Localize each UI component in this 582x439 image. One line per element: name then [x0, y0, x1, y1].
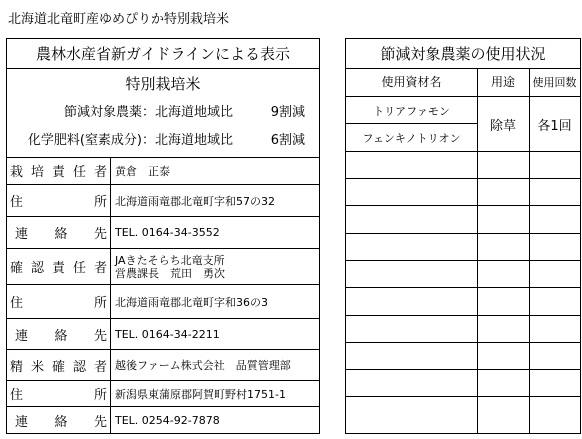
material-header: 使用資材名: [381, 75, 442, 89]
grower-contact-row: [7, 217, 319, 249]
row-label: 住 所: [7, 285, 111, 318]
material-name: トリアファモン: [373, 105, 450, 118]
product-category: 特別栽培米: [125, 75, 201, 93]
row-label: 連 絡 先: [7, 319, 111, 349]
miller-contact-row: [7, 407, 319, 433]
row-label: 住 所: [7, 185, 111, 216]
ratio-value: 6割減: [270, 133, 305, 148]
fertilizer-ratio-row: [7, 127, 319, 158]
row-label: 栽 培 責 任 者: [7, 157, 111, 184]
purpose-header: 用途: [490, 75, 515, 89]
ratio-label: 節減対象農薬：北海道地域比: [63, 105, 233, 120]
row-value: 黄倉 正泰: [115, 164, 170, 178]
row-divider: [346, 369, 580, 370]
row-value: 新潟県東蒲原郡阿賀町野村1751-1: [115, 387, 286, 401]
grower-address-row: [7, 185, 319, 217]
row-value: TEL. 0164-34-2211: [115, 327, 220, 341]
row-divider: [346, 151, 580, 152]
row-divider: [346, 123, 477, 124]
row-value: JAきたそらち北竜支所 営農課長 荒田 勇次: [115, 253, 225, 280]
pesticide-usage-table: [345, 38, 581, 434]
ratio-label: 化学肥料(窒素成分)：北海道地域比: [27, 133, 233, 148]
verifier-row: [7, 249, 319, 285]
count-header: 使用回数: [532, 76, 577, 89]
row-divider: [346, 260, 580, 261]
count-value: 各1回: [537, 119, 572, 134]
row-divider: [346, 96, 580, 97]
grower-row: [7, 157, 319, 185]
row-value: TEL. 0254-92-7878: [115, 413, 220, 427]
row-value: TEL. 0164-34-3552: [115, 226, 220, 239]
pesticide-ratio-row: [7, 99, 319, 127]
row-value: 北海道雨竜郡北竜町字和57の32: [115, 194, 275, 208]
row-divider: [346, 233, 580, 234]
row-divider: [346, 396, 580, 397]
row-divider: [346, 178, 580, 179]
miller-row: [7, 350, 319, 381]
purpose-value: 除草: [489, 119, 516, 134]
row-label: 住 所: [7, 381, 111, 406]
material-name: フェンキノトリオン: [362, 132, 461, 145]
row-label: 連 絡 先: [7, 407, 111, 433]
row-divider: [346, 315, 580, 316]
row-divider: [346, 287, 580, 288]
labeling-table: [6, 38, 320, 434]
row-divider: [346, 342, 580, 343]
row-divider: [346, 205, 580, 206]
miller-address-row: [7, 381, 319, 407]
usage-table-title: 節減対象農薬の使用状況: [346, 39, 580, 69]
row-label: 連 絡 先: [7, 217, 111, 248]
ratio-value: 9割減: [270, 105, 305, 120]
page-title: 北海道北竜町産ゆめぴりか特別栽培米: [8, 12, 230, 27]
guideline-title: 農林水産省新ガイドラインによる表示: [7, 39, 319, 69]
row-label: 精 米 確 認 者: [7, 350, 111, 380]
row-label: 確 認 責 任 者: [7, 249, 111, 284]
row-value: 越後ファーム株式会社 品質管理部: [115, 359, 291, 372]
verifier-contact-row: [7, 319, 319, 350]
verifier-address-row: [7, 285, 319, 319]
row-value: 北海道雨竜郡北竜町字和36の3: [115, 295, 268, 309]
